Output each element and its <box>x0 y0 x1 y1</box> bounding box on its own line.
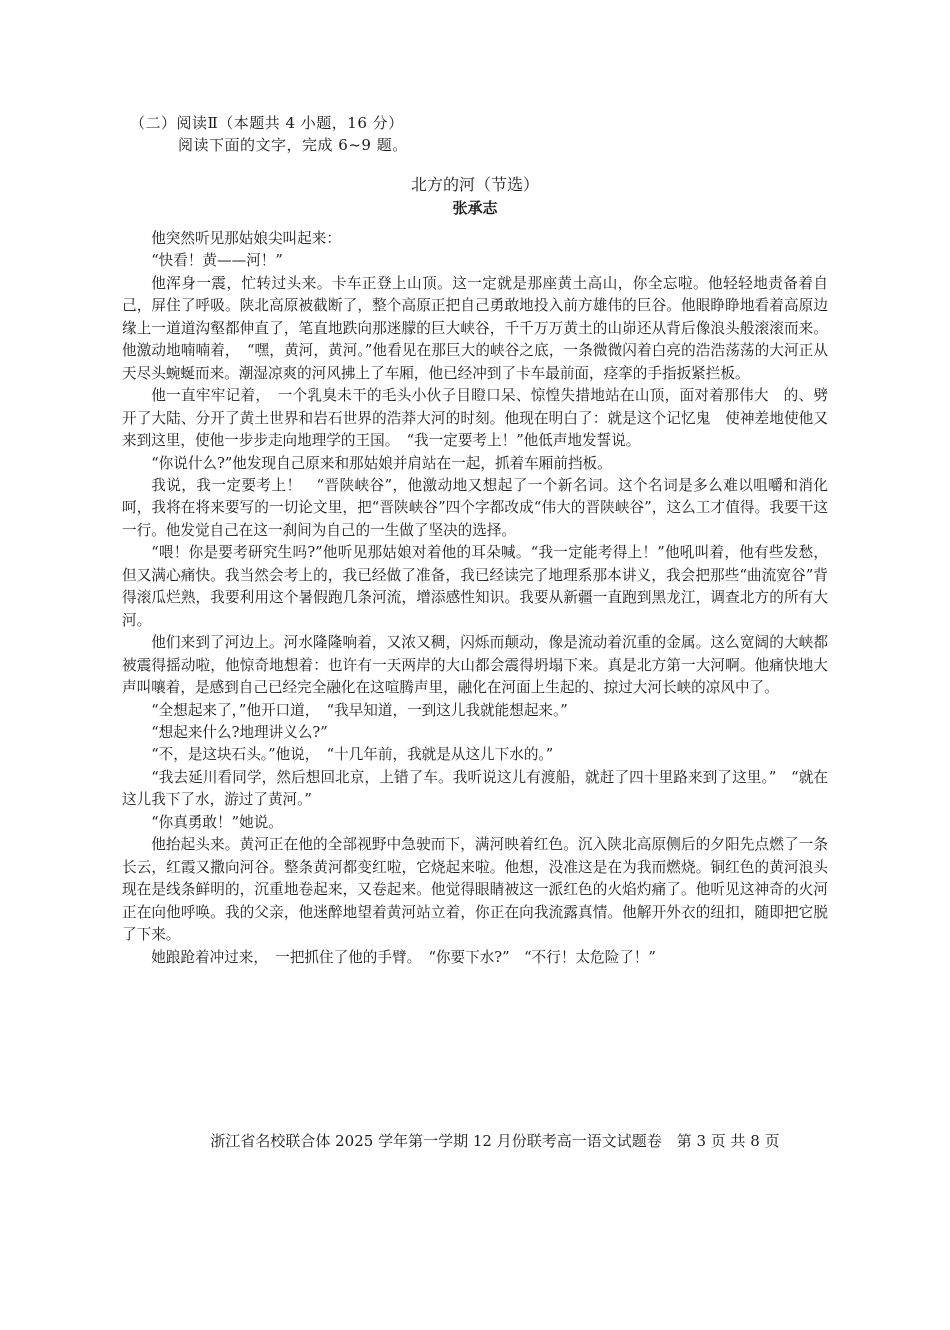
paragraph: 他们来到了河边上。河水隆隆响着，又浓又稠，闪烁而颠动，像是流动着沉重的金属。这么宽阔的大峡都被震得摇动啦，他惊奇地想着：也许有一天两岸的大山都会震得坍塌下来。真是北方第一大河啊。他痛快地大声叫嚷着，是感到自己已经完全融化在这喧腾声里，融化在河面上生起的、掠过大河长峡的凉风中了。 <box>122 634 828 697</box>
paragraph: “你真勇敢！”她说。 <box>151 813 283 831</box>
paragraph: “想起来什么?地理讲义么?” <box>151 723 328 741</box>
paragraph: 他浑身一震，忙转过头来。卡车正登上山顶。这一定就是那座黄土高山，你全忘啦。他轻轻地责备着自己，屏住了呼吸。陕北高原被截断了，整个高原正把自己勇敢地投入前方雄伟的巨谷。他眼睁睁地看着高原边缘上一道道沟壑都伸直了，笔直地跌向那迷朦的巨大峡谷，千千万万黄土的山峁还从背后像浪头般滚滚而来。他激动地喃喃着， “嘿，黄河，黄河。”他看见在那巨大的峡谷之底，一条微微闪着白亮的浩浩荡荡的大河正从天尽头蜿蜒而来。潮湿凉爽的河风拂上了车厢，他已经冲到了卡车最前面，痉挛的手指扳紧拦板。 <box>122 274 828 382</box>
paragraph: 他突然听见那姑娘尖叫起来： <box>151 230 341 247</box>
article-body <box>122 228 828 969</box>
paragraph: “不，是这块石头。”他说， “十几年前，我就是从这儿下水的。” <box>151 746 554 764</box>
article-title: 北方的河（节选） <box>410 175 539 194</box>
paragraph: “我去延川看同学，然后想回北京，上错了车。我听说这儿有渡船，就赶了四十里路来到了这里。” “就在这儿我下了水，游过了黄河。” <box>122 768 828 809</box>
paragraph: 他抬起头来。黄河正在他的全部视野中急驶而下，满河映着红色。沉入陕北高原侧后的夕阳先点燃了一条长云，红霞又撒向河谷。整条黄河都变红啦，它烧起来啦。他想，没准这是在为我而燃烧。铜红色的黄河浪头现在是线条鲜明的，沉重地卷起来，又卷起来。他觉得眼睛被这一派红色的火焰灼痛了。他听见这神奇的火河正在向他呼唤。我的父亲，他迷醉地望着黄河站立着，你正在向我流露真情。他解开外衣的纽扣，随即把它脱了下来。 <box>122 836 828 944</box>
paragraph: “全想起来了，”他开口道， “我早知道，一到这儿我就能想起来。” <box>151 701 568 719</box>
paragraph: “快看！黄——河！” <box>151 252 283 270</box>
page-footer: 浙江省名校联合体 2025 学年第一学期 12 月份联考高一语文试题卷 第 3 页 共 8 页 <box>210 1132 780 1150</box>
paragraph: “喂！你是要考研究生吗?”他听见那姑娘对着他的耳朵喊。“我一定能考得上！”他吼叫着，他有些发愁，但又满心痛快。我当然会考上的，我已经做了准备，我已经读完了地理系那本讲义，我会把那些“曲流宽谷”背得滚瓜烂熟，我要利用这个暑假跑几条河流，增添感性知识。我要从新疆一直跑到黑龙江，调查北方的所有大河。 <box>122 544 828 629</box>
reading-instruction: 阅读下面的文字，完成 6~9 题。 <box>178 136 408 154</box>
article-author: 张承志 <box>452 199 498 217</box>
section-heading: （二）阅读Ⅱ（本题共 4 小题，16 分） <box>130 114 404 132</box>
paragraph: 我说，我一定要考上！ “晋陕峡谷”，他激动地又想起了一个新名词。这个名词是多么难以咀嚼和消化呵，我将在将来要写的一切论文里，把“晋陕峡谷”四个字都改成“伟大的晋陕峡谷”，这么工才值得。我要干这一行。他发觉自己在这一刹间为自己的一生做了坚决的选择。 <box>122 476 828 539</box>
paragraph: 他一直牢牢记着， 一个乳臭未干的毛头小伙子目瞪口呆、惊惶失措地站在山顶，面对着那伟大 的、劈开了大陆、分开了黄土世界和岩石世界的浩莽大河的时刻。他现在明白了：就是这个记忆鬼 使神差地使他又来到这里，使他一步步走向地理学的王国。 “我一定要考上！”他低声地发誓说。 <box>122 387 828 450</box>
paragraph: 她踉跄着冲过来， 一把抓住了他的手臂。 “你要下水?” “不行！太危险了！” <box>151 948 656 966</box>
paragraph: “你说什么?”他发现自己原来和那姑娘并肩站在一起，抓着车厢前挡板。 <box>151 454 612 472</box>
